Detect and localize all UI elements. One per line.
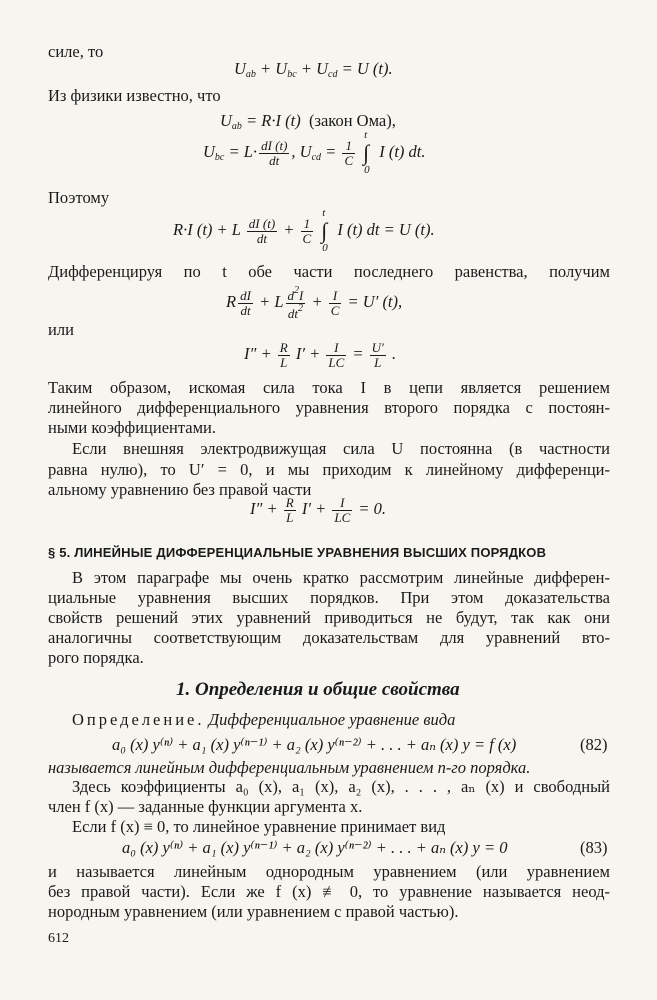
- text-line: Здесь коэффициенты a₀ (x), a₁ (x), a₂ (x), . . . , aₙ (x) и свободный: [72, 777, 610, 796]
- definition-line: [72, 712, 455, 729]
- equation-number: (83): [580, 838, 608, 857]
- section-heading: § 5. ЛИНЕЙНЫЕ ДИФФЕРЕНЦИАЛЬНЫЕ УРАВНЕНИЯ ВЫСШИХ ПОРЯДКОВ: [48, 545, 547, 560]
- text-line: или: [48, 320, 74, 339]
- text-line: силе, то: [48, 42, 104, 61]
- text-line: Таким образом, искомая сила тока I в цепи является решением: [48, 378, 610, 397]
- equation-inductance-capacitance: $U_{bc} = L\cdot$ $\frac{dI (t)}{dt}$ , $U_{cd}$ = $\frac{1}{C}$ ∫ t 0 I (t) dt.: [203, 129, 426, 177]
- text-line: Поэтому: [48, 188, 110, 207]
- definition-text: Дифференциальное уравнение вида: [208, 710, 456, 729]
- ohm-law-label: (закон Ома),: [308, 111, 396, 130]
- text-line: аналогичны соответствующим доказательствам для уравнений вто-: [48, 628, 610, 647]
- equation-voltage-sum: $U_{ab} + U_{bc} + U_{cd} = U$ (t).: [234, 59, 393, 80]
- text-line: В этом параграфе мы очень кратко рассмотрим линейные дифферен-: [72, 568, 610, 587]
- page-number: 612: [48, 931, 69, 946]
- text-line: Если внешняя электродвижущая сила U постоянна (в частности: [72, 439, 610, 458]
- text-line: рого порядка.: [48, 648, 144, 667]
- text-line: называется линейным дифференциальным уравнением n-го порядка.: [48, 758, 531, 777]
- equation-homogeneous: I″ + $\frac{R}{L}$ I′ + $\frac{I}{LC}$ = 0.: [250, 495, 387, 525]
- equation-number: (82): [580, 735, 608, 754]
- text-line: нородным уравнением (или уравнением с правой частью).: [48, 902, 459, 921]
- equation-ohm: $U_{ab} = R\cdot I$ (t) (закон Ома),: [220, 111, 396, 132]
- text-line: циальные уравнения высших порядков. При этом доказательства: [48, 588, 610, 607]
- text-line: и называется линейным однородным уравнением (или уравнением: [48, 862, 610, 881]
- equation-83: a₀ (x) y⁽ⁿ⁾ + a₁ (x) y⁽ⁿ⁻¹⁾ + a₂ (x) y⁽ⁿ⁻²⁾ + . . . + aₙ (x) y = 0: [122, 838, 508, 857]
- equation-differentiated: R $\frac{dI}{dt}$ + L $\frac{d^2I}{dt^2}$ + $\frac{I}{C}$ = U′ (t),: [226, 285, 403, 321]
- equation-circuit: R·I (t) + L $\frac{dI (t)}{dt}$ + $\frac{1}{C}$ ∫ t 0 I (t) dt = U (t).: [173, 207, 435, 255]
- text-line: свойств решений этих уравнений приводиться не будут, так как они: [48, 608, 610, 627]
- definition-label: Определение.: [72, 710, 205, 729]
- text-line: линейного дифференциального уравнения второго порядка с постоян-: [48, 398, 610, 417]
- text-line: ными коэффициентами.: [48, 418, 216, 437]
- text-line: Из физики известно, что: [48, 86, 221, 105]
- subsection-heading: 1. Определения и общие свойства: [176, 679, 460, 700]
- text-line: Если f (x) ≡ 0, то линейное уравнение принимает вид: [72, 817, 446, 836]
- equation-82: a₀ (x) y⁽ⁿ⁾ + a₁ (x) y⁽ⁿ⁻¹⁾ + a₂ (x) y⁽ⁿ⁻²⁾ + . . . + aₙ (x) y = f (x): [112, 735, 517, 754]
- equation-normalized: I″ + $\frac{R}{L}$ I′ + $\frac{I}{LC}$ = $\frac{U'}{L}$ .: [244, 340, 397, 370]
- text-line: без правой части). Если же f (x) ≢ 0, то уравнение называется неод-: [48, 882, 610, 901]
- text-line: член f (x) — заданные функции аргумента x.: [48, 797, 363, 816]
- text-line: Дифференцируя по t обе части последнего равенства, получим: [48, 262, 610, 281]
- text-line: альному уравнению без правой части: [48, 480, 312, 499]
- text-line: равна нулю), то U′ = 0, и мы приходим к линейному дифференци-: [48, 460, 610, 479]
